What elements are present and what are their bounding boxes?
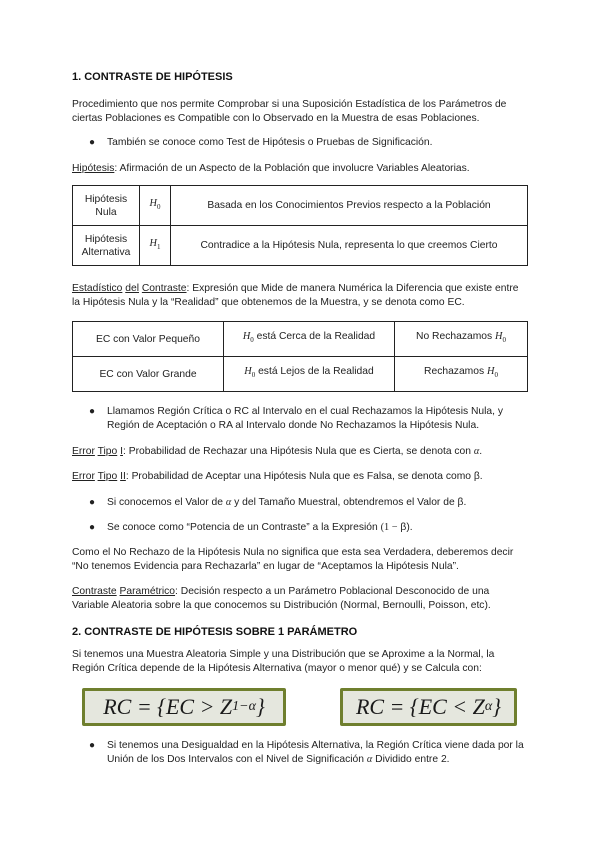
hyp-name: Hipótesis Nula (73, 186, 140, 226)
hipotesis-definition (72, 162, 528, 176)
hyp-desc: Contradice a la Hipótesis Nula, representa lo que creemos Cierto (171, 226, 528, 266)
bullet-region-critica (72, 405, 528, 433)
bullet-bilateral (72, 739, 528, 767)
error-tipo-2: Error Tipo II: Probabilidad de Aceptar una Hipótesis Nula que es Falsa, se denota como β. (72, 471, 483, 482)
hypothesis-table (72, 185, 528, 266)
ec-table (72, 321, 528, 392)
ec-decision: No Rechazamos $H_0$ (395, 322, 528, 357)
bullet-rc-text: Llamamos Región Crítica o RC al Intervalo en el cual Rechazamos la Hipótesis Nula, y Región de Aceptación o RA al Intervalo donde No Rechazamos la Hipótesis Nula. (107, 406, 504, 431)
estadistico-definition: Estadístico del Contraste: Expresión que Mide de manera Numérica la Diferencia que existe entre la Hipótesis Nula y la “Realidad” que obtenemos de la Muestra, y se denota como EC. (72, 283, 519, 308)
bullet-potencia-text: Se conoce como “Potencia de un Contraste” a la Expresión (1 − β). (107, 522, 413, 533)
hipotesis-def: : Afirmación de un Aspecto de la Población que involucre Variables Aleatorias. (114, 163, 470, 174)
section1-intro: Procedimiento que nos permite Comprobar si una Suposición Estadística de los Parámetros de ciertas Poblaciones es Compatible con lo Observado en la Muestra de esas Poblaciones. (72, 99, 507, 124)
section1-title: 1. CONTRASTE DE HIPÓTESIS (72, 71, 233, 83)
hyp-symbol: $H_0$ (140, 186, 171, 226)
no-rechazo-note: Como el No Rechazo de la Hipótesis Nula no significa que esta sea Verdadera, deberemos decir “No tenemos Evidencia para Rechazarla” en lugar de “Aceptamos la Hipótesis Nula”. (72, 547, 514, 572)
bullet-icon: ● (89, 740, 96, 751)
table-row (73, 186, 528, 226)
bullet-icon: ● (89, 137, 96, 148)
parametrico-definition: Contraste Paramétrico: Decisión respecto a un Parámetro Poblacional Desconocido de una Variable Aleatoria sobre la que conocemos su Distribución (Normal, Bernoulli, Poisson, etc). (72, 586, 491, 611)
ec-relation: $H_0$ está Lejos de la Realidad (224, 357, 395, 392)
hyp-desc: Basada en los Conocimientos Previos respecto a la Población (171, 186, 528, 226)
hyp-symbol: $H_1$ (140, 226, 171, 266)
ec-value: EC con Valor Pequeño (73, 322, 224, 357)
hipotesis-term: Hipótesis (72, 163, 115, 174)
bullet-bilateral-text: Si tenemos una Desigualdad en la Hipótesis Alternativa, la Región Crítica viene dada por la Unión de los Dos Intervalos con el Nivel de Significación α Dividido entre 2. (107, 740, 524, 765)
ec-value: EC con Valor Grande (73, 357, 224, 392)
bullet-icon: ● (89, 406, 96, 417)
section2-intro: Si tenemos una Muestra Aleatoria Simple y una Distribución que se Aproxime a la Normal, la Región Crítica depende de la Hipótesis Alternativa (mayor o menor qué) y se Calcula con: (72, 649, 495, 674)
formula-right-tail: RC = {EC > Z 1−α } (82, 688, 286, 726)
estadistico-term: Estadístico (72, 283, 123, 294)
bullet-test-text: También se conoce como Test de Hipótesis o Pruebas de Significación. (107, 137, 433, 148)
table-row (73, 226, 528, 266)
ec-relation: $H_0$ está Cerca de la Realidad (224, 322, 395, 357)
bullet-icon: ● (89, 522, 96, 533)
hyp-name: Hipótesis Alternativa (73, 226, 140, 266)
section2-title: 2. CONTRASTE DE HIPÓTESIS SOBRE 1 PARÁMETRO (72, 626, 358, 638)
estadistico-def: : Expresión que Mide de manera Numérica la Diferencia que existe entre la Hipótesis Nula y la “Realidad” que obtenemos de la Muestra, y se denota como EC. (72, 283, 519, 308)
formula-left-tail: RC = {EC < Z α } (340, 688, 517, 726)
ec-decision: Rechazamos $H_0$ (395, 357, 528, 392)
error-tipo-1: Error Tipo I: Probabilidad de Rechazar una Hipótesis Nula que es Cierta, se denota con α. (72, 446, 483, 457)
bullet-icon: ● (89, 497, 96, 508)
bullet-beta-text: Si conocemos el Valor de α y del Tamaño Muestral, obtendremos el Valor de β. (107, 497, 467, 508)
table-row (73, 357, 528, 392)
table-row (73, 322, 528, 357)
